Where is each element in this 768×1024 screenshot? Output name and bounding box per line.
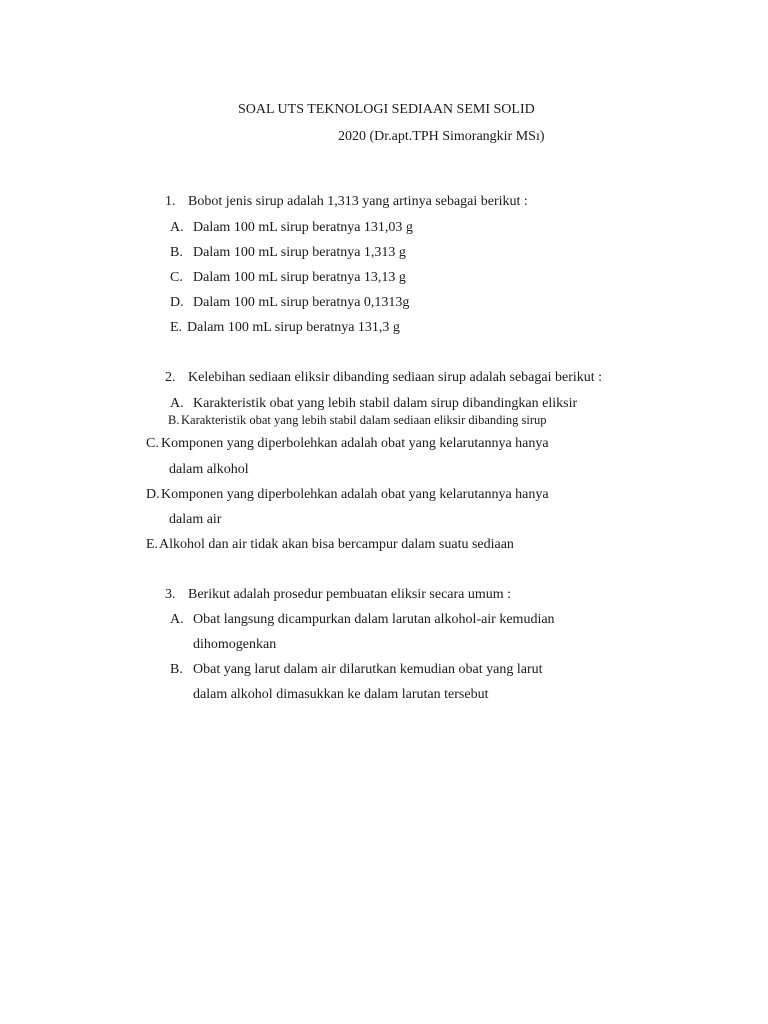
document-subtitle: 2020 (Dr.apt.TPH Simorangkir MSı)	[338, 129, 545, 144]
option-letter: D.	[170, 295, 184, 310]
option-text: Karakteristik obat yang lebih stabil dalam sediaan eliksir dibanding sirup	[181, 413, 547, 427]
option-letter: D.	[146, 487, 160, 502]
option-text-continued: dalam alkohol	[169, 462, 249, 477]
option-letter: C.	[146, 436, 159, 451]
option-text: Dalam 100 mL sirup beratnya 131,03 g	[193, 220, 413, 235]
option-letter: B.	[170, 662, 183, 677]
question-number: 3.	[165, 587, 176, 602]
option-text: Komponen yang diperbolehkan adalah obat yang kelarutannya hanya	[161, 487, 549, 502]
question-text: Bobot jenis sirup adalah 1,313 yang artinya sebagai berikut :	[188, 194, 528, 209]
option-text: Obat langsung dicampurkan dalam larutan alkohol-air kemudian	[193, 612, 555, 627]
option-letter: E.	[170, 320, 183, 335]
option-text: Dalam 100 mL sirup beratnya 131,3 g	[187, 320, 400, 335]
option-text: Obat yang larut dalam air dilarutkan kemudian obat yang larut	[193, 662, 543, 677]
option-text-continued: dihomogenkan	[193, 637, 277, 652]
question-number: 2.	[165, 370, 176, 385]
option-text: Dalam 100 mL sirup beratnya 1,313 g	[193, 245, 406, 260]
question-text: Berikut adalah prosedur pembuatan eliksir secara umum :	[188, 587, 512, 602]
question-number: 1.	[165, 194, 176, 209]
option-text-continued: dalam air	[169, 512, 222, 527]
option-text-continued: dalam alkohol dimasukkan ke dalam larutan tersebut	[193, 687, 489, 702]
option-text: Dalam 100 mL sirup beratnya 0,1313g	[193, 295, 410, 310]
option-text: Dalam 100 mL sirup beratnya 13,13 g	[193, 270, 406, 285]
option-letter: A.	[170, 220, 184, 235]
option-letter: B.	[170, 245, 183, 260]
option-text: Komponen yang diperbolehkan adalah obat yang kelarutannya hanya	[161, 436, 549, 451]
option-letter: A.	[170, 612, 184, 627]
option-text: Karakteristik obat yang lebih stabil dalam sirup dibandingkan eliksir	[193, 396, 578, 411]
option-letter: C.	[170, 270, 183, 285]
option-letter: E.	[146, 537, 159, 552]
question-text: Kelebihan sediaan eliksir dibanding sediaan sirup adalah sebagai berikut :	[188, 370, 603, 385]
option-letter: A.	[170, 396, 184, 411]
option-text: Alkohol dan air tidak akan bisa bercampur dalam suatu sediaan	[159, 537, 514, 552]
document-title: SOAL UTS TEKNOLOGI SEDIAAN SEMI SOLID	[238, 102, 535, 117]
option-letter: B.	[168, 413, 180, 427]
